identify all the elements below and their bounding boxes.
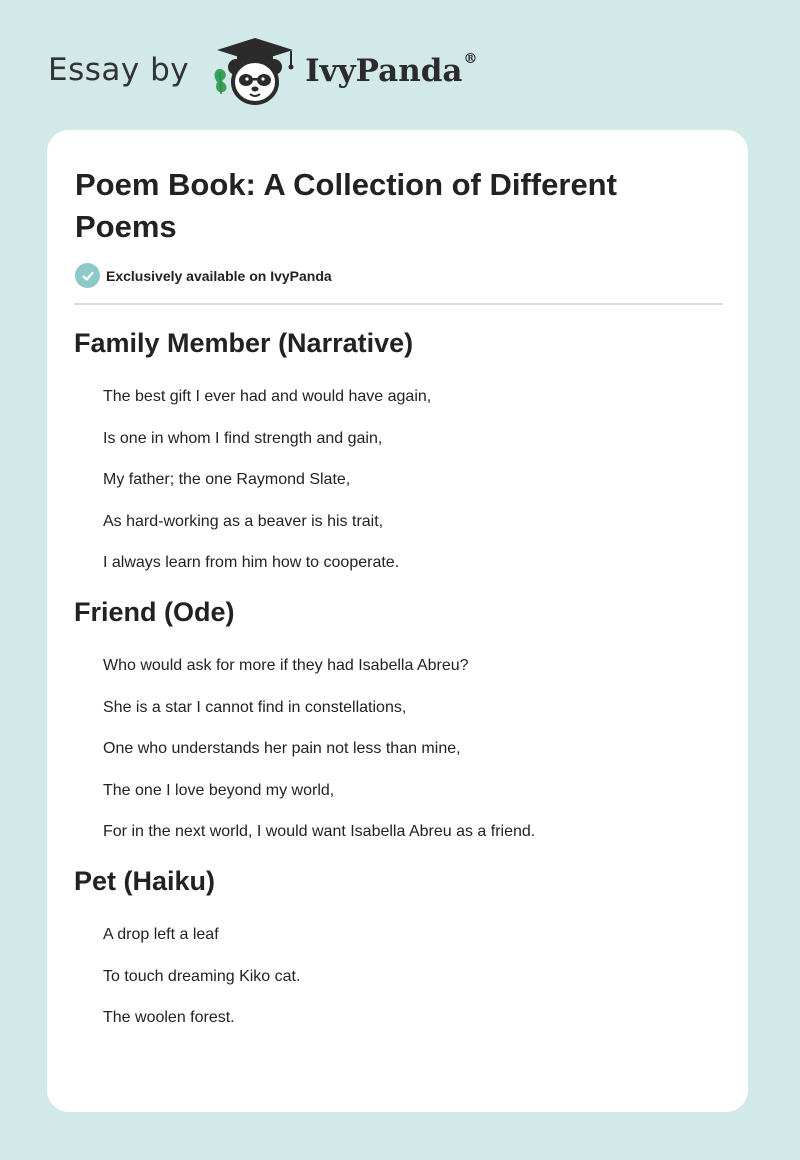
poem-section-friend — [74, 595, 536, 840]
exclusive-label: Exclusively available on IvyPanda — [106, 267, 332, 284]
brand-name: IvyPanda® — [305, 51, 478, 89]
divider — [74, 303, 723, 305]
poem-line: Is one in whom I find strength and gain, — [103, 430, 383, 447]
poem-section-pet — [74, 864, 301, 1026]
section-heading: Family Member (Narrative) — [74, 328, 414, 358]
poem-line: A drop left a leaf — [103, 926, 219, 943]
poem-line: As hard-working as a beaver is his trait, — [103, 513, 384, 530]
poem-line: The one I love beyond my world, — [103, 782, 335, 799]
exclusive-badge — [75, 263, 332, 288]
poem-line: The best gift I ever had and would have again, — [103, 388, 432, 405]
poem-line: For in the next world, I would want Isabella Abreu as a friend. — [103, 823, 536, 840]
page-title: Poem Book: A Collection of Different Poems — [75, 167, 617, 244]
check-circle-icon — [75, 263, 100, 288]
poem-line: My father; the one Raymond Slate, — [103, 471, 351, 488]
poem-line: The woolen forest. — [103, 1009, 235, 1026]
poem-line: She is a star I cannot find in constellations, — [103, 699, 407, 716]
poem-line: Who would ask for more if they had Isabella Abreu? — [103, 657, 469, 674]
site-header — [48, 36, 478, 108]
section-heading: Friend (Ode) — [74, 597, 235, 627]
panda-graduate-icon — [207, 36, 299, 108]
poem-section-family — [74, 326, 432, 571]
section-heading: Pet (Haiku) — [74, 866, 216, 896]
essay-by-label: Essay by — [48, 52, 190, 88]
poem-line: One who understands her pain not less than mine, — [103, 740, 461, 757]
essay-card — [47, 130, 748, 1112]
poem-line: To touch dreaming Kiko cat. — [103, 968, 301, 985]
poem-line: I always learn from him how to cooperate. — [103, 554, 400, 571]
